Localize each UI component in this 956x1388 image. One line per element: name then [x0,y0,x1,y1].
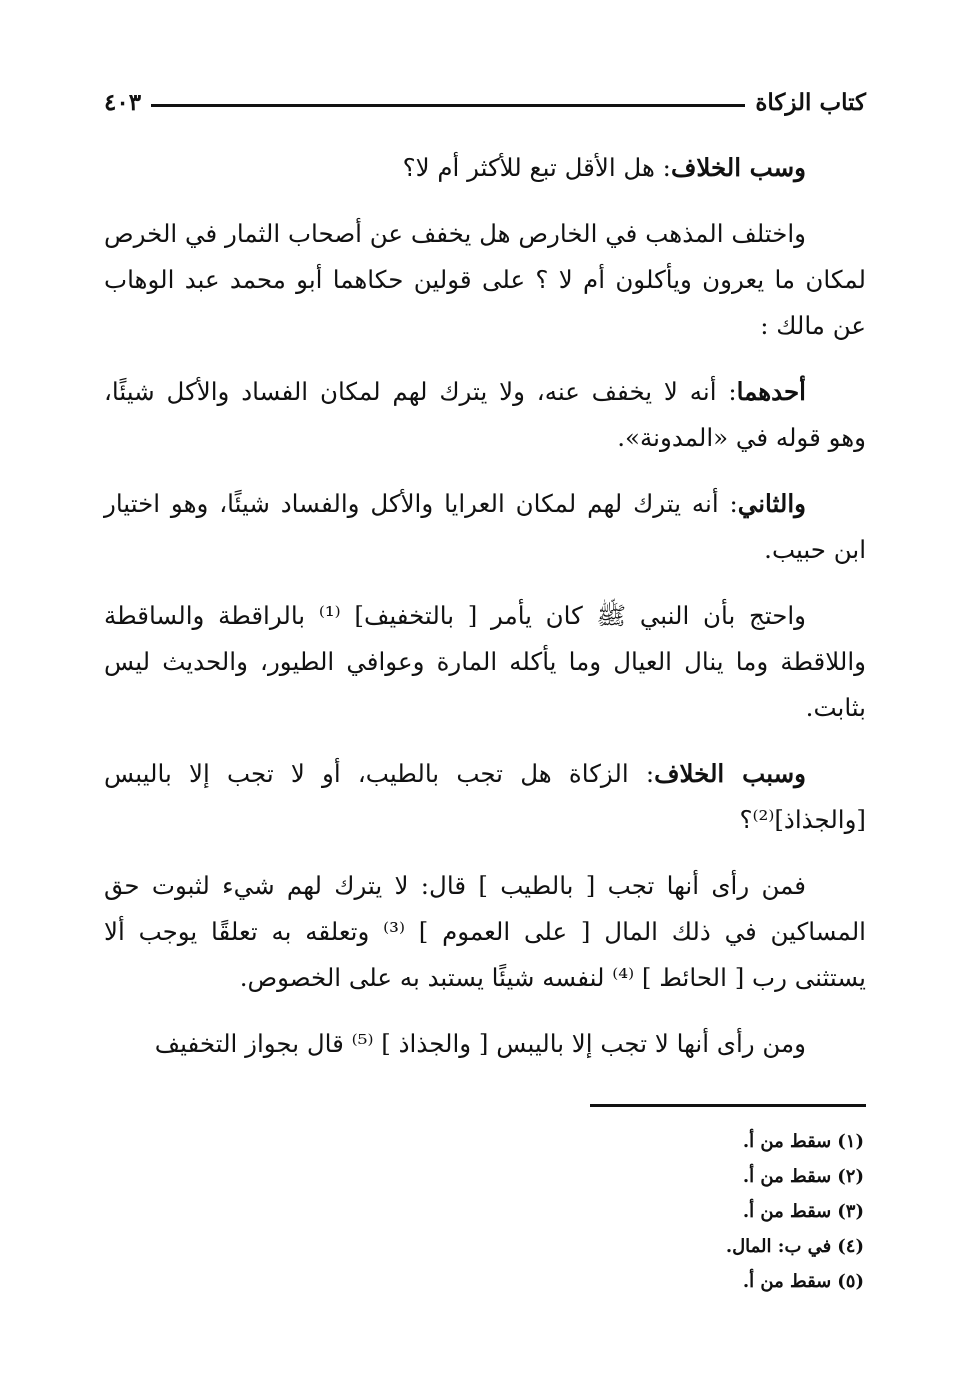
running-title: كتاب الزكاة [755,88,866,116]
footnote-text: سقط من أ. [742,1166,832,1187]
footnote-text: سقط من أ. [742,1131,832,1152]
footnote-text: في ب: المال. [725,1236,832,1257]
paragraph [104,751,866,843]
paragraph-text: : الزكاة هل تجب بالطيب، أو لا تجب إلا باليبس [والجذاذ]⁽²⁾؟ [104,759,866,834]
footnote-number: (٤) [837,1236,864,1257]
footnote [464,1124,864,1159]
page-number: ٤٠٣ [104,88,142,116]
paragraph-text: فمن رأى أنها تجب [ بالطيب ] قال: لا يترك لهم شيء لثبوت حق المساكين في ذلك المال [ على العموم ] ⁽³⁾ وتعلقه به تعلقًا يوجب ألا يستثنى رب [ الحائط ] ⁽⁴⁾ لنفسه شيئًا يستبد به على الخصوص. [104,871,866,992]
paragraph-text: واختلف المذهب في الخارص هل يخفف عن أصحاب الثمار في الخرص لمكان ما يعرون ويأكلون أم لا ؟ على قولين حكاهما أبو محمد عبد الوهاب عن مالك : [104,219,866,340]
paragraph [104,1021,866,1067]
footnote [464,1229,864,1264]
footnote [464,1264,864,1299]
footnotes [464,1124,864,1299]
paragraph [104,211,866,349]
footnote-number: (٢) [837,1166,864,1187]
paragraph-text: واحتج بأن النبي ﷺ كان يأمر [ بالتخفيف] ⁽¹⁾ بالراقطة والساقطة واللاقطة وما ينال العيال وما يأكله المارة وعوافي الطيور، والحديث ليس بثابت. [104,601,866,722]
running-header [104,84,866,120]
paragraph-text: : أنه لا يخفف عنه، ولا يترك لهم لمكان الفساد والأكل شيئًا، وهو قوله في «المدونة». [104,377,866,452]
paragraph [104,481,866,573]
footnote [464,1159,864,1194]
paragraph [104,145,866,191]
paragraph [104,369,866,461]
paragraph [104,863,866,1001]
paragraph-text: ومن رأى أنها لا تجب إلا باليبس [ والجذاذ ] ⁽⁵⁾ قال بجواز التخفيف [154,1029,806,1058]
footnote-number: (٣) [837,1201,864,1222]
footnote-text: سقط من أ. [742,1271,832,1292]
footnote-number: (٥) [837,1271,864,1292]
paragraph-lead: وسب الخلاف [670,153,806,182]
main-text [104,145,866,1087]
paragraph-text: : أنه يترك لهم لمكان العرايا والأكل والفساد شيئًا، وهو اختيار ابن حبيب. [104,489,866,564]
paragraph-lead: وسبب الخلاف [654,759,806,788]
footnote-separator [590,1104,866,1107]
header-rule [151,104,745,107]
footnote-number: (١) [837,1131,864,1152]
footnote [464,1194,864,1229]
footnote-text: سقط من أ. [742,1201,832,1222]
paragraph [104,593,866,731]
paragraph-lead: والثاني [737,489,806,518]
paragraph-text: : هل الأقل تبع للأكثر أم لا؟ [402,153,671,182]
paragraph-lead: أحدهما [736,377,806,406]
